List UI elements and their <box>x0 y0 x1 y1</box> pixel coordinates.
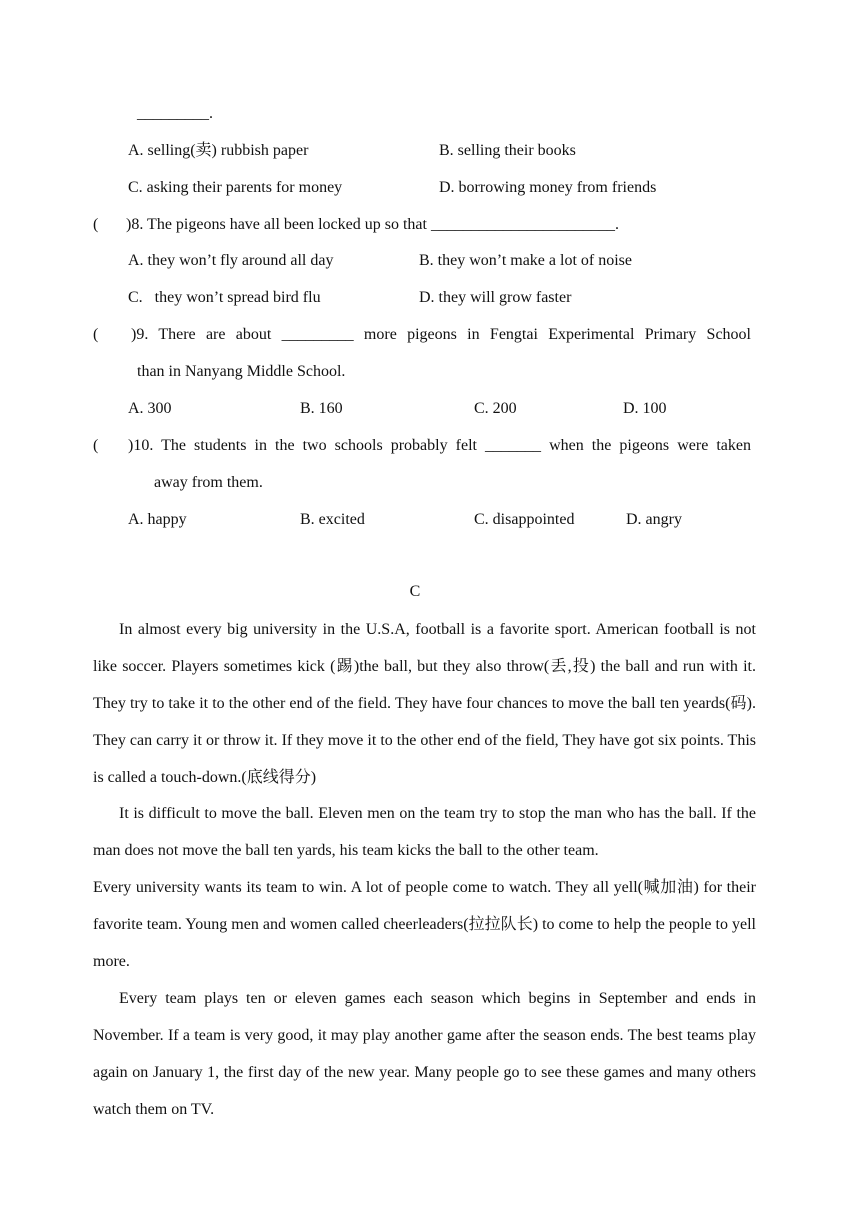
q9-stem-continued: than in Nanyang Middle School. <box>137 363 346 380</box>
q10-option-d: D. angry <box>626 511 682 528</box>
paragraph-2-text: It is difficult to move the ball. Eleven men on the team try to stop the man who has the ball. If the man does not move the ball ten yards, his team kicks the ball to the other team. <box>93 805 756 859</box>
q10-paren: ( <box>93 437 99 454</box>
q9-stem: )9. There are about _________ more pigeons in Fengtai Experimental Primary School <box>131 326 751 343</box>
passage-c-paragraph-2 <box>93 795 756 869</box>
q10-stem-continued: away from them. <box>154 474 263 491</box>
q10-option-a: A. happy <box>128 511 187 528</box>
paragraph-3-text: Every university wants its team to win. A lot of people come to watch. They all yell(喊加油) for their favorite team. Young men and women called cheerleaders(拉拉队长) to come to help the people to yell more. <box>93 879 756 970</box>
paragraph-1-text: In almost every big university in the U.S.A, football is a favorite sport. American football is not like soccer. Players sometimes kick (踢)the ball, but they also throw(丢,投) the ball and run with it. They try to take it to the other end of the field. They have four chances to move the ball ten yeards(码). They can carry it or throw it. If they move it to the other end of the field, They have got six points. This is called a touch-down.(底线得分) <box>93 621 756 786</box>
q8-paren: ( <box>93 216 99 233</box>
q7-answer-blank: _________. <box>137 105 213 122</box>
q8-stem: )8. The pigeons have all been locked up so that _______________________. <box>126 216 619 233</box>
passage-c-heading: C <box>409 583 421 600</box>
q9-option-b: B. 160 <box>300 400 343 417</box>
passage-c-paragraph-3 <box>93 869 756 980</box>
q9-option-a: A. 300 <box>128 400 172 417</box>
q10-option-b: B. excited <box>300 511 365 528</box>
q9-paren: ( <box>93 326 99 343</box>
q8-option-d: D. they will grow faster <box>419 289 572 306</box>
q10-stem: )10. The students in the two schools probably felt _______ when the pigeons were taken <box>128 437 751 454</box>
q10-option-c: C. disappointed <box>474 511 575 528</box>
q9-option-d: D. 100 <box>623 400 667 417</box>
q8-option-c: C. they won’t spread bird flu <box>128 289 321 306</box>
q7-option-c: C. asking their parents for money <box>128 179 343 196</box>
q7-option-d: D. borrowing money from friends <box>439 179 657 196</box>
q7-option-a: A. selling(卖) rubbish paper <box>128 142 309 159</box>
q8-option-b: B. they won’t make a lot of noise <box>419 252 632 269</box>
passage-c-paragraph-4 <box>93 980 756 1128</box>
q7-option-b: B. selling their books <box>439 142 576 159</box>
paragraph-4-text: Every team plays ten or eleven games each season which begins in September and ends in November. If a team is very good, it may play another game after the season ends. The best teams play again on January 1, the first day of the new year. Many people go to see these games and many others watch them on TV. <box>93 990 756 1118</box>
passage-c-paragraph-1 <box>93 611 756 796</box>
q9-option-c: C. 200 <box>474 400 517 417</box>
q8-option-a: A. they won’t fly around all day <box>128 252 334 269</box>
